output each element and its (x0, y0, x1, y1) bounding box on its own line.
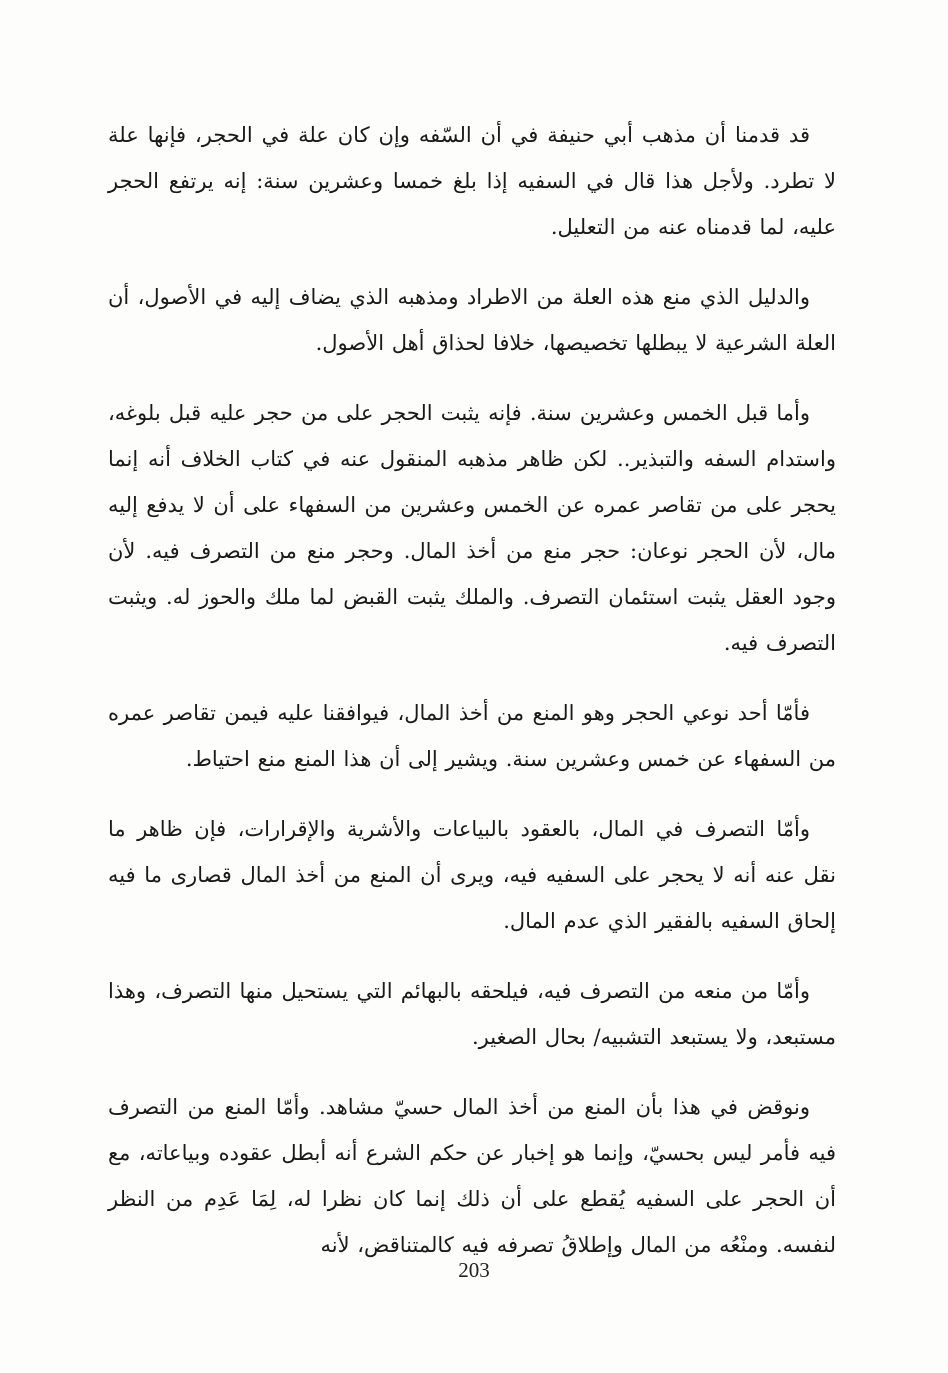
paragraph-5: وأمّا التصرف في المال، بالعقود بالبياعات والأشرية والإقرارات، فإن ظاهر ما نقل عنه أنه لا يحجر على السفيه فيه، ويرى أن المنع من أخذ المال قصارى ما فيه إلحاق السفيه بالفقير الذي عدم المال. (108, 817, 836, 933)
paragraph-7: ونوقض في هذا بأن المنع من أخذ المال حسيّ مشاهد. وأمّا المنع من التصرف فيه فأمر ليس بحسيّ، وإنما هو إخبار عن حكم الشرع أنه أبطل عقوده وبياعاته، مع أن الحجر على السفيه يُقطع على أن ذلك إنما كان نظرا له، لِمَا عَدِم من النظر لنفسه. ومنْعُه من المال وإطلاقُ تصرفه فيه كالمتناقض، لأنه (108, 1095, 836, 1257)
page-number: 203 (458, 1258, 490, 1282)
page-body (108, 112, 836, 1292)
paragraph-1: قد قدمنا أن مذهب أبي حنيفة في أن السّفه وإن كان علة في الحجر، فإنها علة لا تطرد. ولأجل هذا قال في السفيه إذا بلغ خمسا وعشرين سنة: إنه يرتفع الحجر عليه، لما قدمناه عنه من التعليل. (108, 123, 836, 239)
paragraph-6: وأمّا من منعه من التصرف فيه، فيلحقه بالبهائم التي يستحيل منها التصرف، وهذا مستبعد، ولا يستبعد التشبيه/ بحال الصغير. (108, 979, 836, 1049)
paragraph-4: فأمّا أحد نوعي الحجر وهو المنع من أخذ المال، فيوافقنا عليه فيمن تقاصر عمره من السفهاء عن خمس وعشرين سنة. ويشير إلى أن هذا المنع منع احتياط. (108, 701, 836, 771)
paragraph-3: وأما قبل الخمس وعشرين سنة. فإنه يثبت الحجر على من حجر عليه قبل بلوغه، واستدام السفه والتبذير.. لكن ظاهر مذهبه المنقول عنه في كتاب الخلاف أنه إنما يحجر على من تقاصر عمره عن الخمس وعشرين من السفهاء على أن لا يدفع إليه مال، لأن الحجر نوعان: حجر منع من أخذ المال. وحجر منع من التصرف فيه. لأن وجود العقل يثبت استئمان التصرف. والملك يثبت القبض لما ملك والحوز له. ويثبت التصرف فيه. (108, 401, 836, 655)
paragraph-2: والدليل الذي منع هذه العلة من الاطراد ومذهبه الذي يضاف إليه في الأصول، أن العلة الشرعية لا يبطلها تخصيصها، خلافا لحذاق أهل الأصول. (108, 285, 836, 355)
